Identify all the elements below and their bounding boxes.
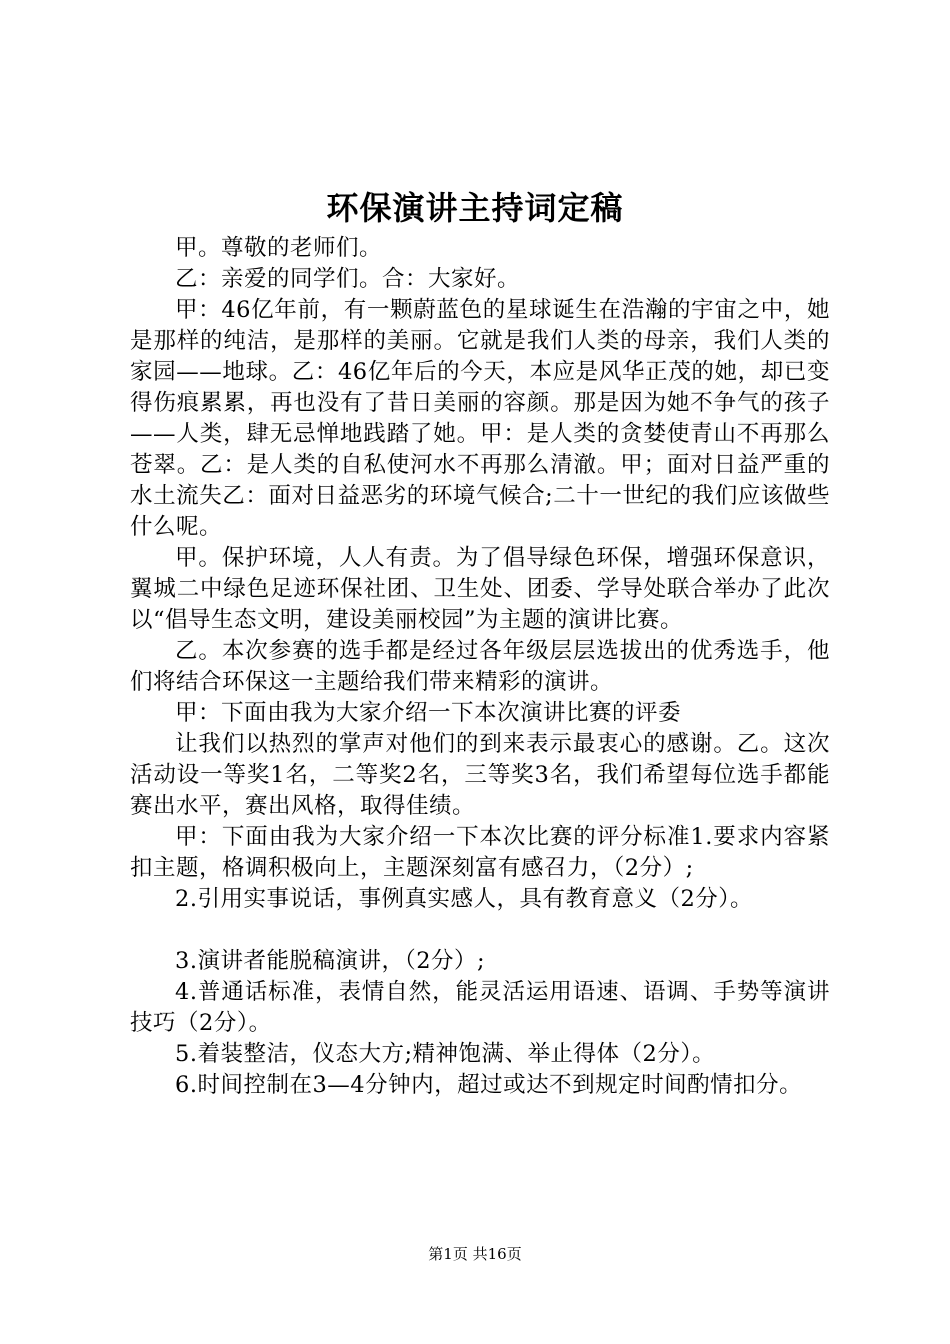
document-title: 环保演讲主持词定稿 (326, 189, 624, 227)
paragraph: 乙：亲爱的同学们。合：大家好。 (175, 266, 521, 292)
paragraph: 6.时间控制在3—4分钟内，超过或达不到规定时间酌情扣分。 (175, 1072, 803, 1098)
page-number-footer: 第1页 共16页 (428, 1245, 522, 1263)
paragraph: 5.着装整洁，仪态大方;精神饱满、举止得体（2分）。 (175, 1041, 716, 1067)
paragraph: 甲：46亿年前，有一颗蔚蓝色的星球诞生在浩瀚的宇宙之中，她是那样的纯洁，是那样的美丽。它就是我们人类的母亲，我们人类的家园——地球。乙：46亿年后的今天，本应是风华正茂的她，却已变得伤痕累累，再也没有了昔日美丽的容颜。那是因为她不争气的孩子——人类，肆无忌惮地践踏了她。甲：是人类的贪婪使青山不再那么苍翠。乙：是人类的自私使河水不再那么清澈。甲；面对日益严重的水土流失乙：面对日益恶劣的环境气候合;二十一世纪的我们应该做些什么呢。 (130, 297, 830, 540)
document-body (130, 233, 830, 1101)
paragraph: 甲：下面由我为大家介绍一下本次演讲比赛的评委 (175, 700, 682, 726)
paragraph: 甲：下面由我为大家介绍一下本次比赛的评分标准1.要求内容紧扣主题，格调积极向上，主题深刻富有感召力，（2分）; (130, 824, 830, 881)
paragraph: 2.引用实事说话，事例真实感人，具有教育意义（2分）。 (175, 886, 754, 912)
paragraph: 3.演讲者能脱稿演讲，（2分）; (175, 948, 486, 974)
paragraph: 甲。保护环境，人人有责。为了倡导绿色环保，增强环保意识，翼城二中绿色足迹环保社团、卫生处、团委、学导处联合举办了此次以“倡导生态文明，建设美丽校园”为主题的演讲比赛。 (130, 545, 830, 633)
paragraph: 4.普通话标准，表情自然，能灵活运用语速、语调、手势等演讲技巧（2分）。 (130, 979, 830, 1036)
paragraph: 让我们以热烈的掌声对他们的到来表示最衷心的感谢。乙。这次活动设一等奖1名，二等奖2名，三等奖3名，我们希望每位选手都能赛出水平，赛出风格，取得佳绩。 (130, 731, 830, 819)
paragraph: 甲。尊敬的老师们。 (175, 235, 383, 261)
paragraph: 乙。本次参赛的选手都是经过各年级层层选拔出的优秀选手，他们将结合环保这一主题给我们带来精彩的演讲。 (130, 638, 830, 695)
